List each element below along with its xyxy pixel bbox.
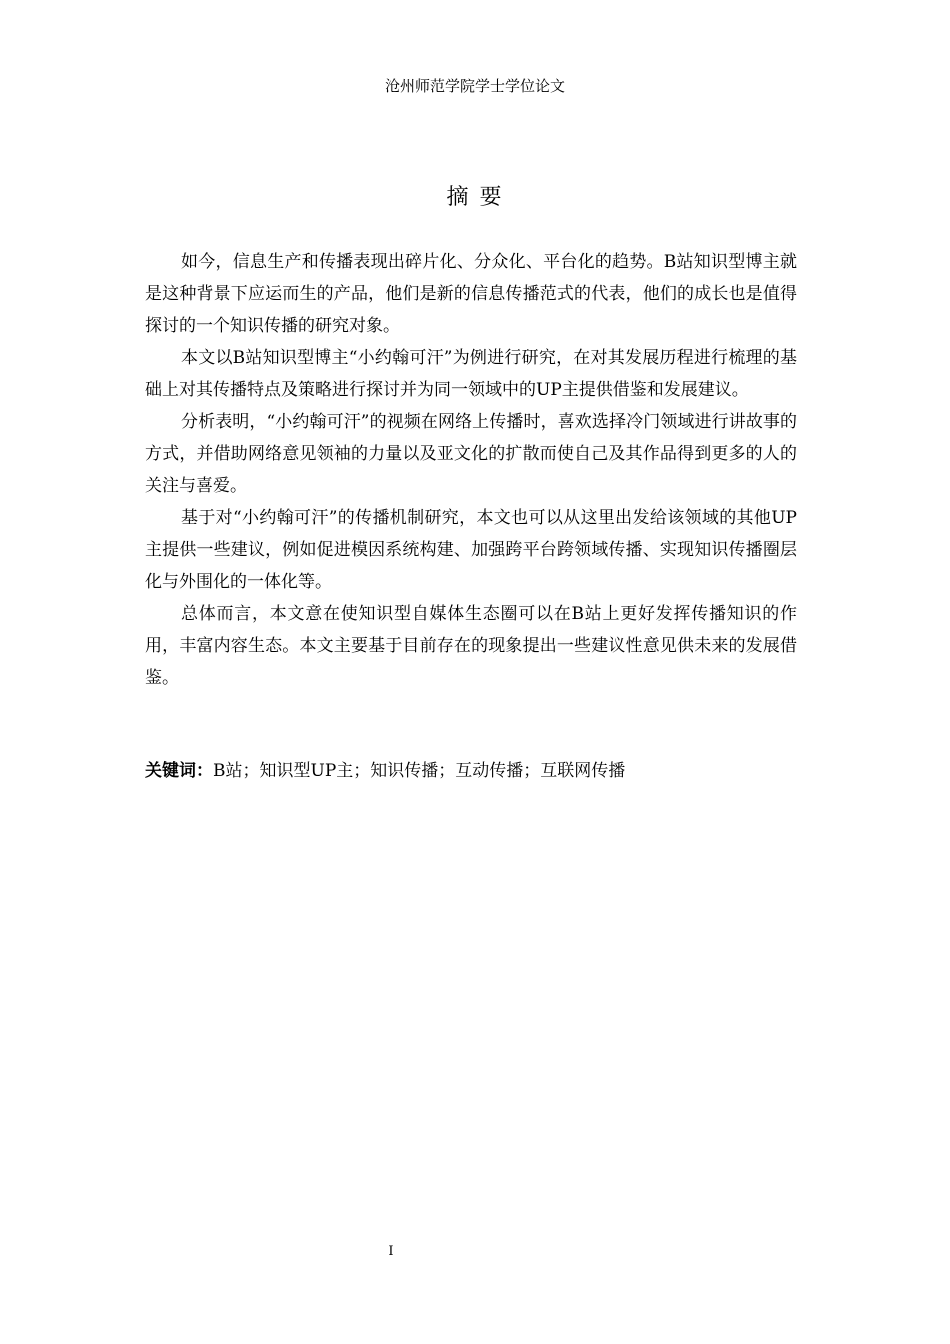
abstract-title: 摘 要 <box>446 185 504 210</box>
abstract-paragraph-1: 如今，信息生产和传播表现出碎片化、分众化、平台化的趋势。B站知识型博主就是这种背景下应运而生的产品，他们是新的信息传播范式的代表，他们的成长也是值得探讨的一个知识传播的研究对象。 <box>145 252 797 336</box>
abstract-paragraph-3: 分析表明，“小约翰可汗”的视频在网络上传播时，喜欢选择冷门领域进行讲故事的方式，并借助网络意见领袖的力量以及亚文化的扩散而使自己及其作品得到更多的人的关注与喜爱。 <box>145 412 797 496</box>
keywords-text: B站；知识型UP主；知识传播；互动传播；互联网传播 <box>213 761 626 781</box>
abstract-paragraph-2: 本文以B站知识型博主“小约翰可汗”为例进行研究，在对其发展历程进行梳理的基础上对其传播特点及策略进行探讨并为同一领域中的UP主提供借鉴和发展建议。 <box>145 348 797 400</box>
running-header: 沧州师范学院学士学位论文 <box>384 77 565 95</box>
abstract-paragraph-5: 总体而言，本文意在使知识型自媒体生态圈可以在B站上更好发挥传播知识的作用，丰富内容生态。本文主要基于目前存在的现象提出一些建议性意见供未来的发展借鉴。 <box>145 604 797 688</box>
keywords-line <box>145 757 797 785</box>
abstract-paragraph-4: 基于对“小约翰可汗”的传播机制研究，本文也可以从这里出发给该领域的其他UP主提供一些建议，例如促进模因系统构建、加强跨平台跨领域传播、实现知识传播圈层化与外围化的一体化等。 <box>145 508 797 592</box>
abstract-body <box>145 246 797 694</box>
keywords-label: 关键词： <box>145 761 213 781</box>
page-number: I <box>388 1244 394 1259</box>
